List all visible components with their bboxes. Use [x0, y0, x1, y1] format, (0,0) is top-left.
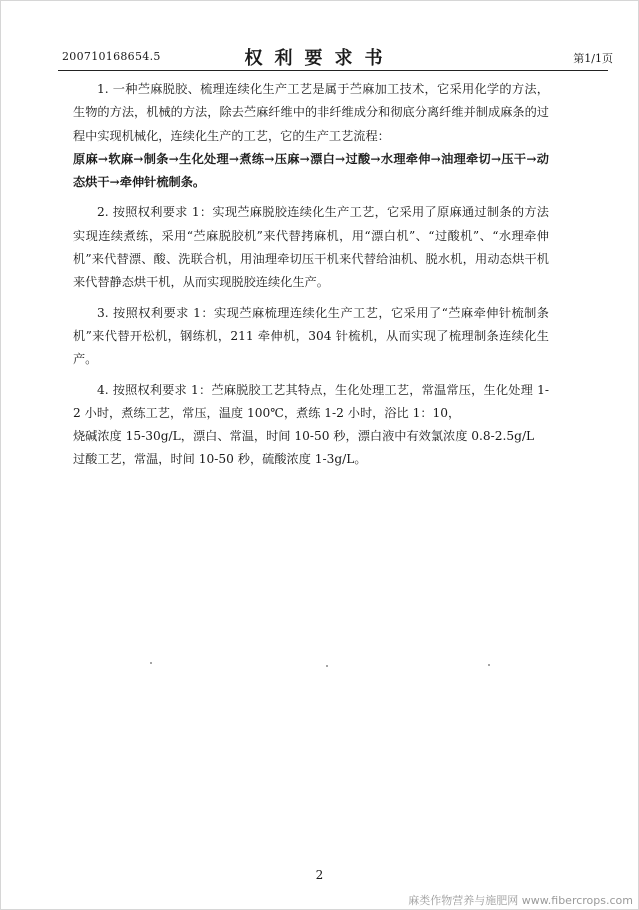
claim-4: 4. 按照权利要求 1：苎麻脱胶工艺其特点，生化处理工艺，常温常压，生化处理 1-2 小时，煮练工艺，常压，温度 100℃，煮练 1-2 小时，浴比 1：10， — [73, 382, 549, 420]
claim-1-process-flow: 原麻→软麻→制条→生化处理→煮练→压麻→漂白→过酸→水理牵伸→油理牵切→压干→动态烘干→牵伸针梳制条。 — [73, 151, 549, 190]
claim-4-line-b: 过酸工艺，常温，时间 10-50 秒，硫酸浓度 1-3g/L。 — [73, 452, 367, 467]
application-number: 200710168654.5 — [62, 50, 161, 63]
document-title: 权利要求书 — [244, 48, 395, 69]
scan-speck — [150, 662, 152, 664]
claim-1-text: 1. 一种苎麻脱胶、梳理连续化生产工艺是属于苎麻加工技术，它采用化学的方法，生物的方法，机械的方法，除去苎麻纤维中的非纤维成分和彻底分离纤维并制成麻条的过程中实现机械化，连续化生产的工艺，它的生产工艺流程： — [73, 82, 549, 143]
claim-2: 2. 按照权利要求 1：实现苎麻脱胶连续化生产工艺，它采用了原麻通过制条的方法实现连续煮练，采用“苎麻脱胶机”来代替拷麻机，用“漂白机”、“过酸机”、“水理牵伸机”来代替漂、酸、洗联合机，用油理牵切压干机来代替给油机、脱水机，用动态烘干机来代替静态烘干机，从而实现脱胶连续化生产。 — [73, 205, 549, 290]
site-watermark: 麻类作物营养与施肥网 www.fibercrops.com — [408, 894, 633, 907]
scan-speck — [488, 664, 490, 666]
page-label: 第1/1页 — [573, 52, 613, 65]
claim-1 — [73, 78, 549, 194]
scan-speck — [326, 665, 328, 667]
claims-body — [73, 78, 549, 472]
claim-3: 3. 按照权利要求 1：实现苎麻梳理连续化生产工艺，它采用了“苎麻牵伸针梳制条机”来代替开松机，钢练机，211 牵伸机，304 针梳机，从而实现了梳理制条连续化生产。 — [73, 305, 549, 367]
header-divider — [58, 70, 608, 71]
document-header — [0, 0, 639, 80]
page-number: 2 — [315, 868, 324, 882]
claim-4-line-a: 烧碱浓度 15-30g/L，漂白、常温，时间 10-50 秒，漂白液中有效氯浓度 0.8-2.5g/L — [73, 429, 535, 444]
